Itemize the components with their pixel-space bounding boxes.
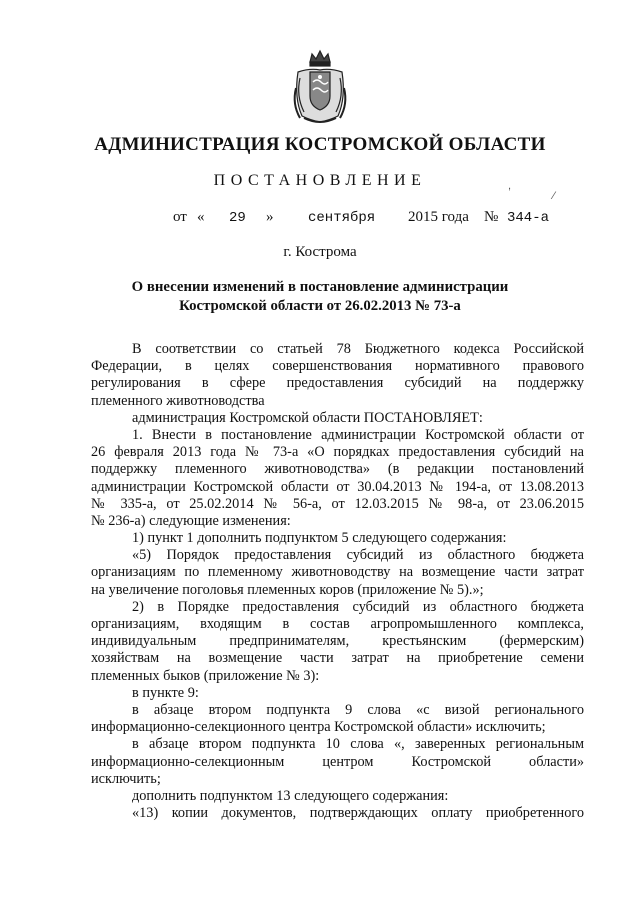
- title-line: Костромской области от 26.02.2013 № 73-а: [179, 298, 461, 314]
- title-line: О внесении изменений в постановление администрации: [131, 279, 509, 295]
- body-line: 1) пункт 1 дополнить подпунктом 5 следующего содержания:: [132, 530, 507, 547]
- body-line: племенных быков (приложение № 3):: [91, 667, 320, 684]
- body-line: племенного животноводства: [91, 392, 265, 409]
- date-year: 2015 года: [408, 209, 469, 225]
- body-line: № 335-а, от 25.02.2014 № 56-а, от 12.03.2015 № 98-а, от 23.06.2015: [91, 495, 584, 512]
- coat-of-arms-icon: [290, 48, 350, 128]
- body-line: хозяйствам на возмещение части затрат на приобретение семени: [91, 650, 584, 667]
- organization-name: АДМИНИСТРАЦИЯ КОСТРОМСКОЙ ОБЛАСТИ: [94, 134, 546, 155]
- body-line: информационно-селекционного центра Костромской области» исключить;: [91, 719, 546, 736]
- document-type: ПОСТАНОВЛЕНИЕ: [213, 172, 427, 189]
- body-line: организациям по племенному животноводству на возмещение части затрат: [91, 564, 584, 581]
- body-line: «5) Порядок предоставления субсидий из областного бюджета: [132, 547, 584, 564]
- body-line: администрация Костромской области ПОСТАНОВЛЯЕТ:: [132, 409, 483, 426]
- date-month: сентября: [308, 210, 376, 226]
- body-line: организациям, входящим в состав агропромышленного комплекса,: [91, 616, 584, 632]
- body-line: 26 февраля 2013 года № 73-а «О порядках предоставления субсидий на: [91, 444, 584, 461]
- body-line: 2) в Порядке предоставления субсидий из областного бюджета: [132, 598, 584, 615]
- body-line: № 236-а) следующие изменения:: [91, 512, 291, 529]
- body-line: администрации Костромской области от 30.04.2013 № 194-а, от 13.08.2013: [91, 478, 584, 495]
- body-line: В соответствии со статьей 78 Бюджетного кодекса Российской: [132, 341, 584, 357]
- scan-mark: ⁄: [553, 190, 555, 202]
- body-line: регулирования в сфере предоставления субсидий на поддержку: [91, 375, 584, 392]
- body-line: 1. Внести в постановление администрации Костромской области от: [132, 426, 584, 443]
- body-line: в абзаце втором подпункта 9 слова «с визой регионального: [132, 701, 584, 718]
- body-line: исключить;: [91, 770, 161, 787]
- scan-mark: ,: [508, 180, 512, 192]
- date-day: 29: [229, 210, 246, 226]
- number-label: №: [484, 209, 499, 225]
- body-text: [91, 341, 584, 822]
- date-open-quote: «: [197, 209, 205, 225]
- body-line: информационно-селекционным центром Костромской области»: [91, 753, 584, 770]
- date-from-label: от: [173, 209, 187, 225]
- body-line: индивидуальным предпринимателям, крестьянским (фермерским): [91, 633, 584, 650]
- body-line: поддержку племенного животноводства» (в редакции постановлений: [91, 461, 584, 478]
- date-line: [0, 209, 640, 229]
- body-line: Федерации, в целях совершенствования нормативного правового: [91, 358, 584, 375]
- date-close-quote: »: [266, 209, 274, 225]
- city-name: г. Кострома: [283, 244, 357, 260]
- body-line: в абзаце втором подпункта 10 слова «, заверенных региональным: [132, 736, 584, 753]
- document-number: 344-а: [507, 210, 550, 226]
- body-line: на увеличение поголовья племенных коров (приложение № 5).»;: [91, 581, 484, 598]
- body-line: дополнить подпунктом 13 следующего содержания:: [132, 787, 449, 804]
- body-line: «13) копии документов, подтверждающих оплату приобретенного: [132, 805, 584, 822]
- document-title: [100, 278, 540, 316]
- body-line: в пункте 9:: [132, 684, 199, 701]
